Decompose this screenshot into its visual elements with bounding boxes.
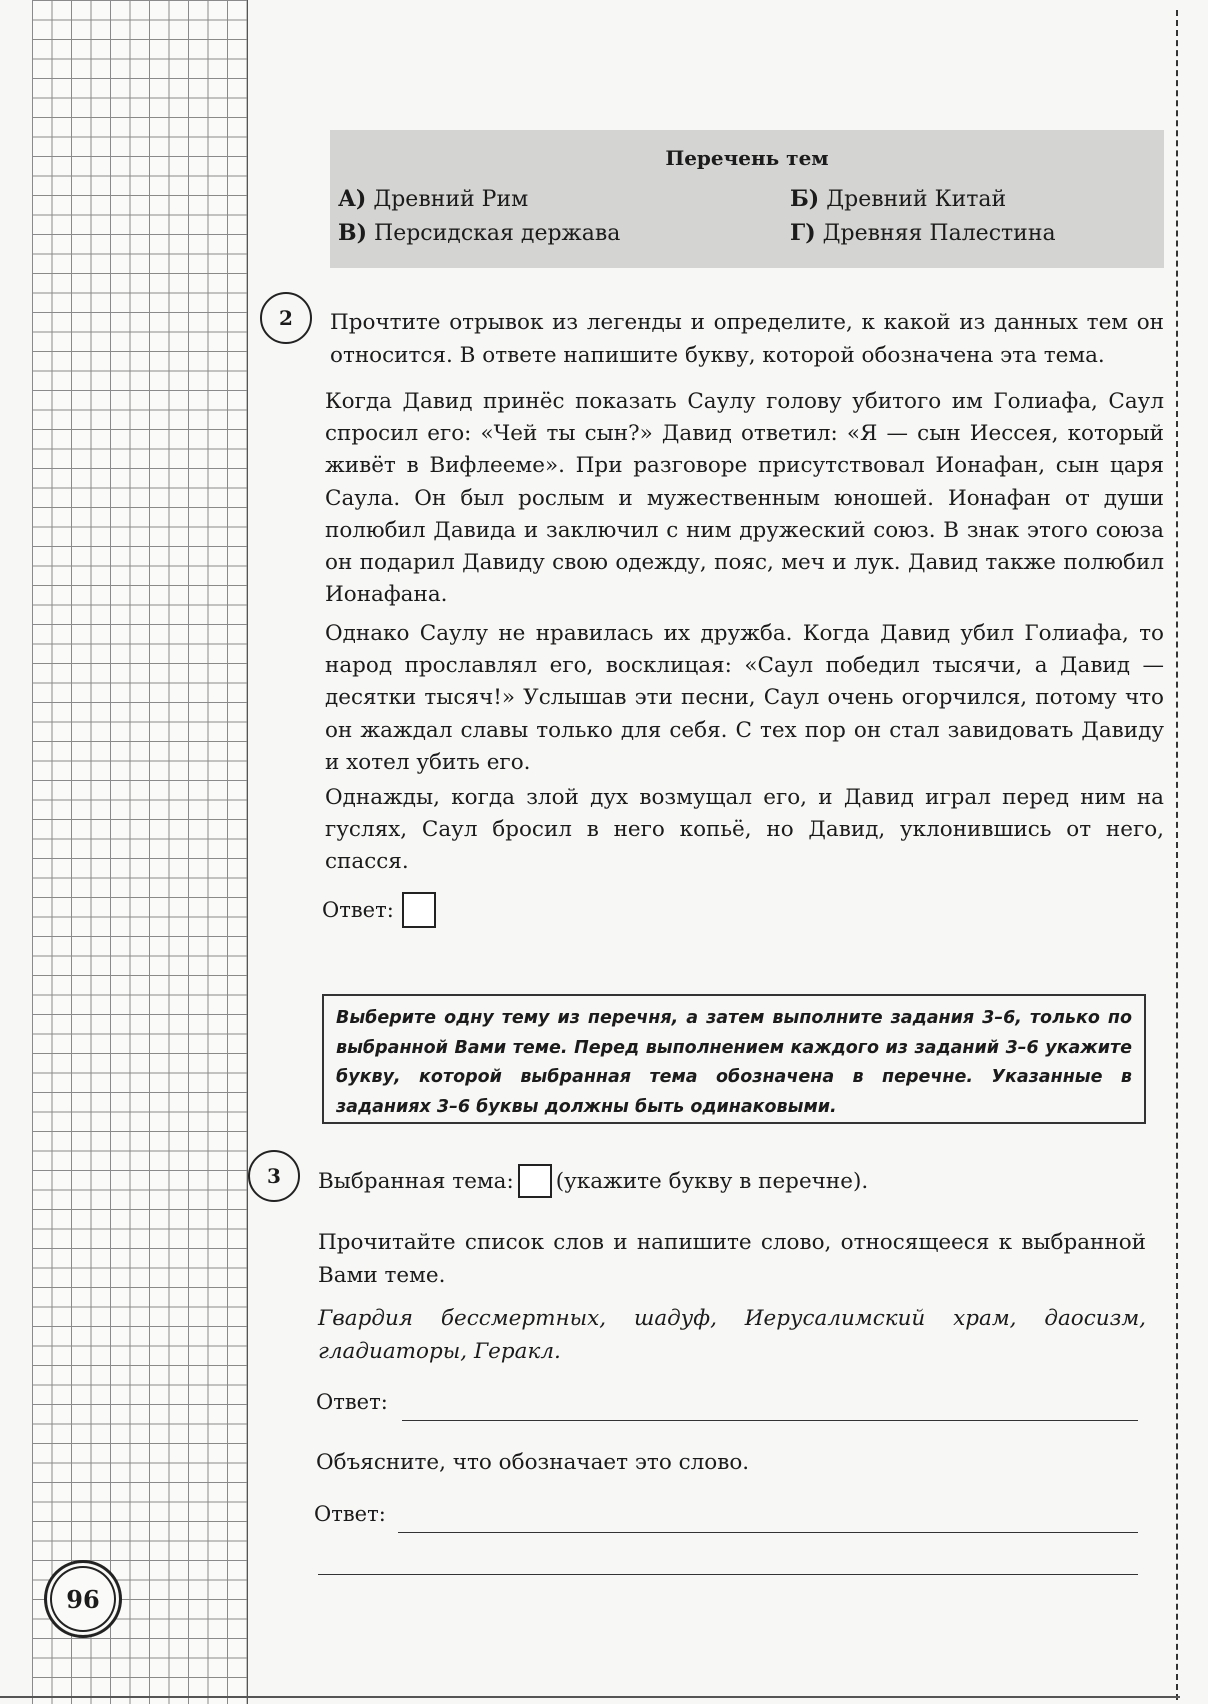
topic-v-letter: В) (338, 220, 368, 246)
page-number-text: 96 (66, 1584, 100, 1614)
task-3-explain: Объясните, что обозначает это слово. (316, 1450, 750, 1475)
cut-line (1176, 10, 1178, 1700)
chosen-topic-label: Выбранная тема: (318, 1168, 514, 1194)
chosen-topic-row (318, 1164, 868, 1198)
topic-a-name: Древний Рим (373, 187, 529, 212)
task-3-answer-line-2[interactable] (398, 1532, 1138, 1533)
task-3-number (248, 1150, 300, 1202)
bottom-rule (0, 1696, 1180, 1698)
topic-g-name: Древняя Палестина (822, 221, 1056, 246)
word-list: Гвардия бессмертных, шадуф, Иерусалимский храм, даосизм, гладиаторы, Геракл. (318, 1306, 1146, 1364)
legend-paragraph-3: Однажды, когда злой дух возмущал его, и Давид играл перед ним на гуслях, Саул бросил в него копьё, но Давид, уклонившись от него, спасся. (325, 785, 1164, 875)
task-2-instruction: Прочтите отрывок из легенды и определите, к какой из данных тем он относится. В ответе напишите букву, которой обозначена эта тема. (330, 310, 1164, 368)
legend-paragraph-2: Однако Саулу не нравилась их дружба. Когда Давид убил Голиафа, то народ прославлял его, восклицая: «Саул победил тысячи, а Давид — десятки тысяч!» Услышав эти песни, Саул очень огорчился, потому что он жаждал славы только для себя. С тех пор он стал завидовать Давиду и хотел убить его. (325, 621, 1164, 775)
topic-v-name: Персидская держава (374, 221, 621, 246)
topic-g-letter: Г) (790, 220, 816, 246)
chosen-topic-box[interactable] (518, 1164, 552, 1198)
task-3-answer-line-3[interactable] (318, 1574, 1138, 1575)
topic-v (338, 220, 620, 246)
grid-margin (32, 0, 248, 1704)
task-2-number-text: 2 (279, 306, 293, 330)
task-3-instruction: Прочитайте список слов и напишите слово, относящееся к выбранной Вами теме. (318, 1230, 1146, 1288)
page-number (44, 1560, 122, 1638)
topic-a-letter: А) (338, 186, 367, 212)
task-2-number (260, 292, 312, 344)
topic-b-letter: Б) (790, 186, 820, 212)
topics-title: Перечень тем (665, 146, 829, 170)
topic-b (790, 186, 1006, 212)
topic-a (338, 186, 528, 212)
chosen-topic-hint: (укажите букву в перечне). (555, 1168, 869, 1194)
topic-b-name: Древний Китай (826, 187, 1007, 212)
task-3-answer-label-2: Ответ: (314, 1502, 386, 1526)
task-2-answer-box[interactable] (402, 892, 436, 928)
legend-paragraph-1: Когда Давид принёс показать Саулу голову убитого им Голиафа, Саул спросил его: «Чей ты сын?» Давид ответил: «Я — сын Иессея, который живёт в Вифлееме». При разговоре присутствовал Ионафан, сын царя Саула. Он был рослым и мужественным юношей. Ионафан от души полюбил Давида и заключил с ним дружеский союз. В знак этого союза он подарил Давиду свою одежду, пояс, меч и лук. Давид также полюбил Ионафана. (325, 389, 1164, 608)
task-3-number-text: 3 (267, 1164, 281, 1188)
topics-box (330, 130, 1164, 268)
topic-g (790, 220, 1056, 246)
instruction-notice: Выберите одну тему из перечня, а затем выполните задания 3–6, только по выбранной Вами теме. Перед выполнением каждого из заданий 3–6 укажите букву, которой выбранная тема обозначена в перечне. Указанные в заданиях 3–6 буквы должны быть одинаковыми. (322, 994, 1146, 1124)
task-2-answer-label: Ответ: (322, 898, 394, 922)
task-3-answer-label-1: Ответ: (316, 1390, 388, 1414)
task-3-answer-line-1[interactable] (402, 1420, 1138, 1421)
task-2-answer-row (322, 892, 436, 928)
